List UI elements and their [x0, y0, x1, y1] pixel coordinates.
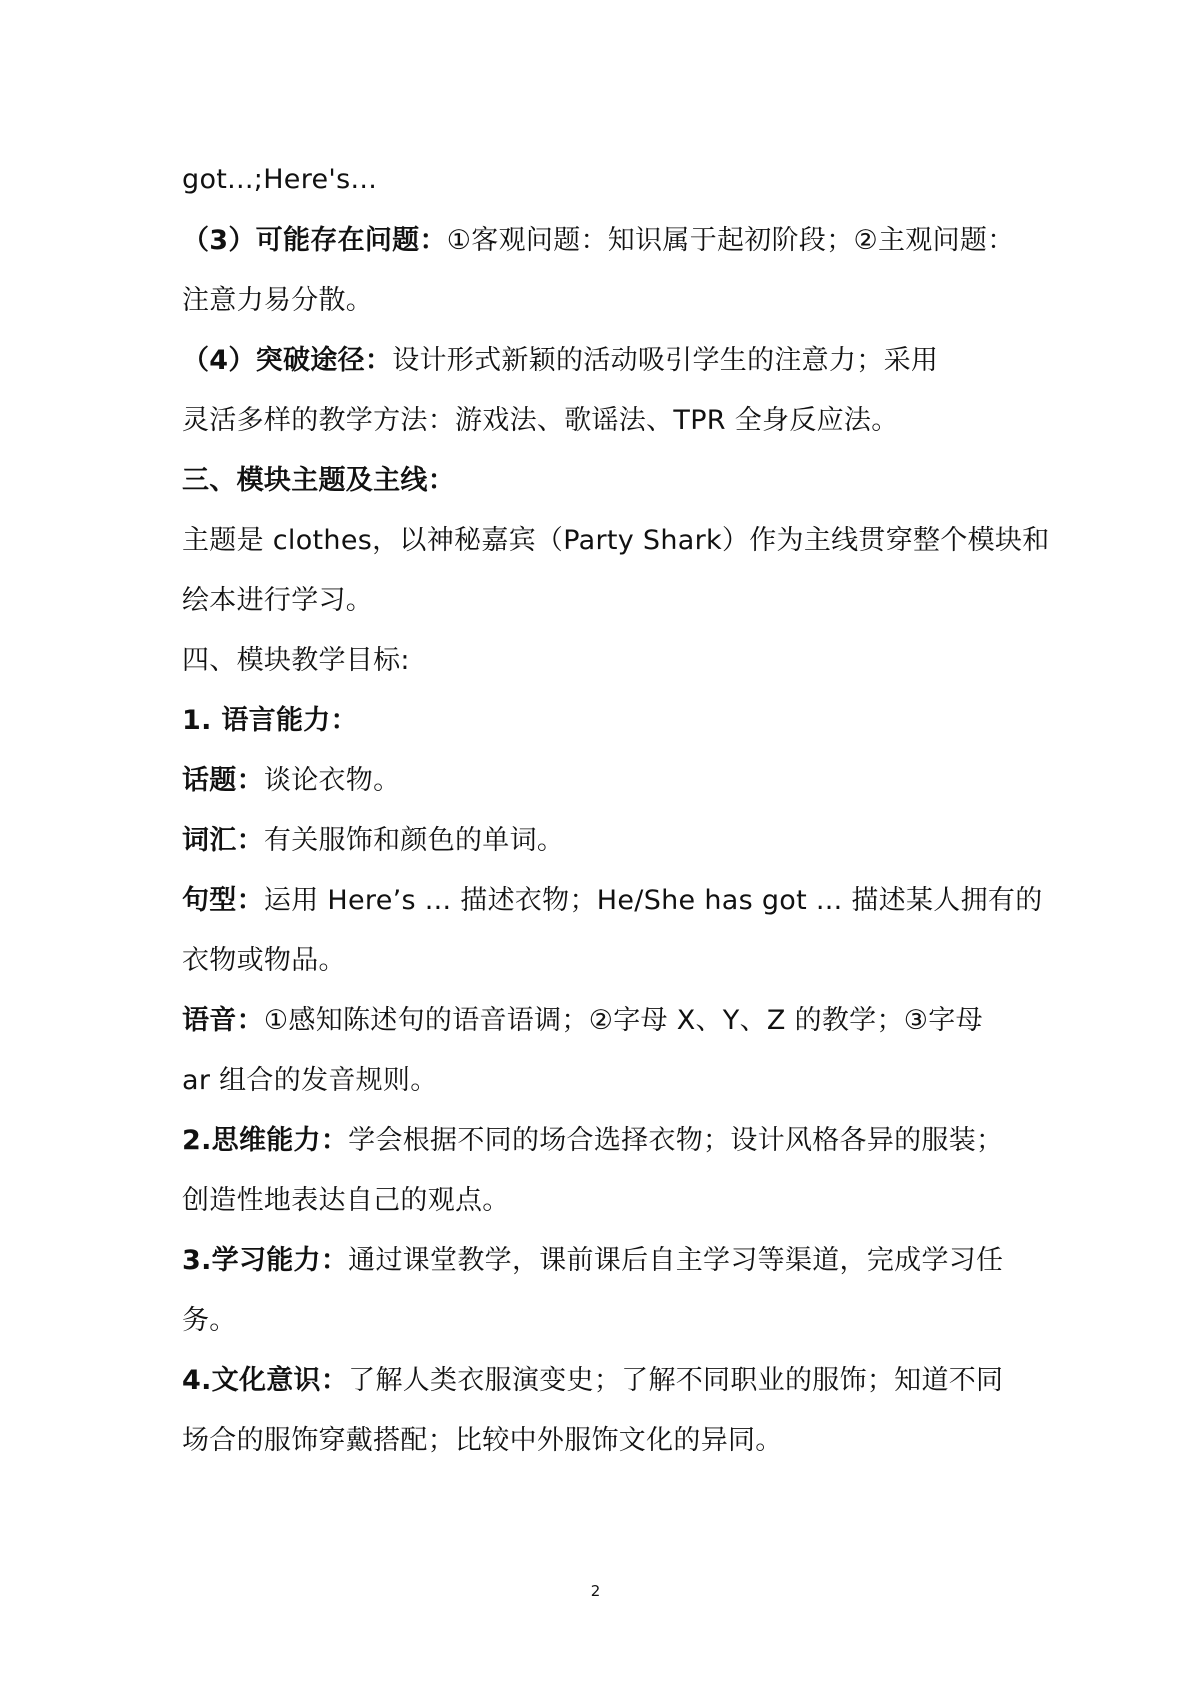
- text-line: 句型：运用 Here’s ... 描述衣物；He/She has got ... 描述某人拥有的: [182, 885, 1043, 916]
- text-line: 语音：①感知陈述句的语音语调；②字母 X、Y、Z 的教学；③字母: [182, 1005, 983, 1036]
- text-line: got...;Here's...: [182, 164, 378, 195]
- text-line: ar 组合的发音规则。: [182, 1065, 438, 1096]
- text-line: 衣物或物品。: [182, 945, 346, 976]
- text-line: 场合的服饰穿戴搭配；比较中外服饰文化的异同。: [182, 1425, 783, 1456]
- text-line: 词汇：有关服饰和颜色的单词。: [182, 825, 565, 856]
- text-line: （4）突破途径：设计形式新颖的活动吸引学生的注意力；采用: [182, 345, 939, 376]
- text-line: 3.学习能力：通过课堂教学，课前课后自主学习等渠道，完成学习任: [182, 1245, 1004, 1276]
- line-heading: 4.文化意识：: [182, 1365, 349, 1396]
- text-line: 绘本进行学习。: [182, 585, 374, 616]
- line-heading: （3）可能存在问题：: [182, 225, 447, 256]
- line-heading: 词汇：: [182, 825, 264, 856]
- text-line: 4.文化意识：了解人类衣服演变史；了解不同职业的服饰；知道不同: [182, 1365, 1004, 1396]
- line-heading: （4）突破途径：: [182, 345, 393, 376]
- text-line: （3）可能存在问题：①客观问题：知识属于起初阶段；②主观问题：: [182, 225, 1015, 256]
- line-heading: 3.学习能力：: [182, 1245, 349, 1276]
- text-line: 灵活多样的教学方法：游戏法、歌谣法、TPR 全身反应法。: [182, 405, 899, 436]
- text-line: 话题：谈论衣物。: [182, 765, 401, 796]
- subsection-heading: 1. 语言能力：: [182, 705, 358, 736]
- section-heading: 三、模块主题及主线：: [182, 465, 455, 496]
- text-line: 注意力易分散。: [182, 285, 374, 316]
- line-heading: 话题：: [182, 765, 264, 796]
- line-heading: 句型：: [182, 885, 264, 916]
- text-line: 创造性地表达自己的观点。: [182, 1185, 510, 1216]
- text-line: 主题是 clothes，以神秘嘉宾（Party Shark）作为主线贯穿整个模块和: [182, 525, 1050, 556]
- text-line: 2.思维能力：学会根据不同的场合选择衣物；设计风格各异的服装；: [182, 1125, 1004, 1156]
- line-heading: 语音：: [182, 1005, 264, 1036]
- section-heading: 四、模块教学目标:: [182, 645, 410, 676]
- line-heading: 2.思维能力：: [182, 1125, 349, 1156]
- page-number: 2: [590, 1582, 601, 1600]
- text-line: 务。: [182, 1305, 237, 1336]
